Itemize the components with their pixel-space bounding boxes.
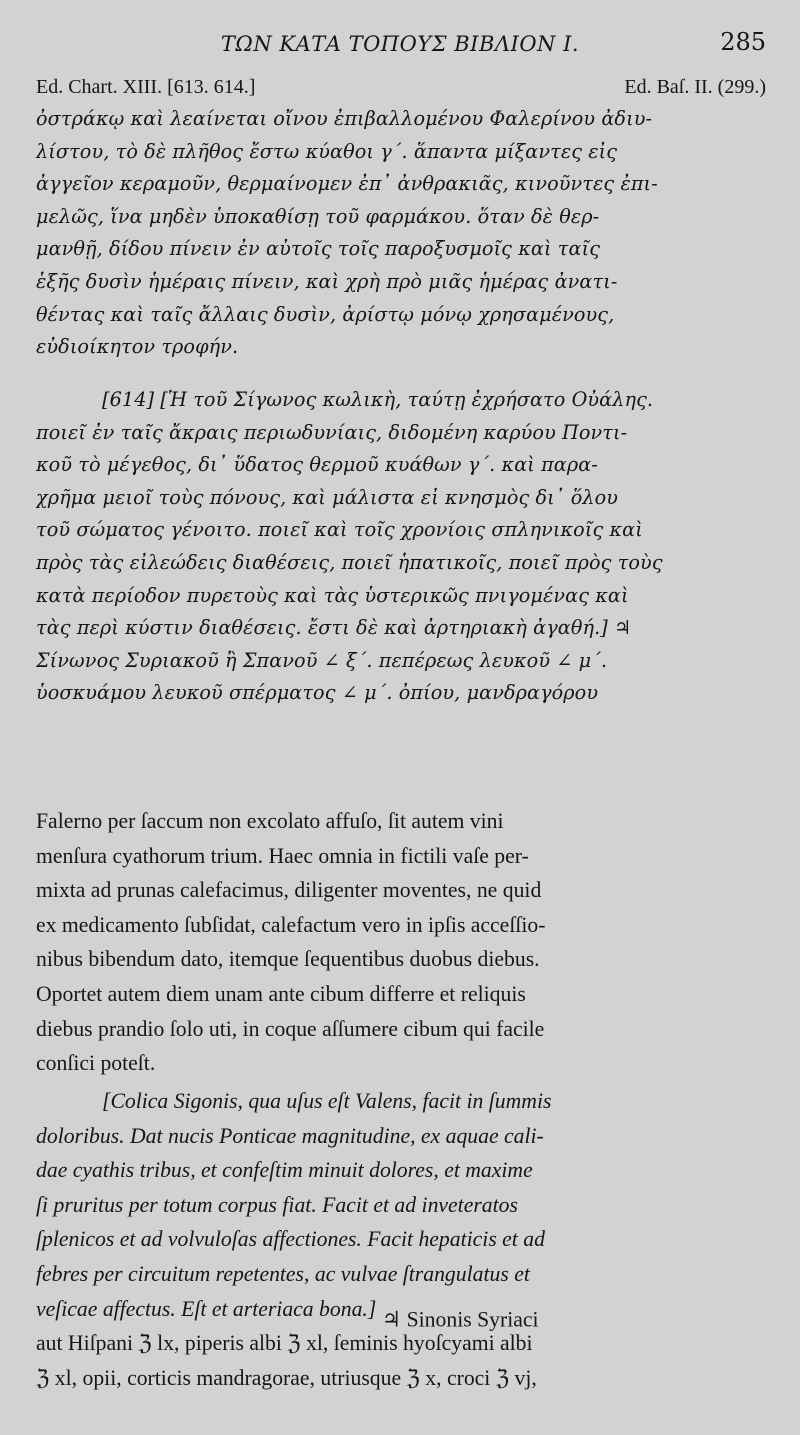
text-line: κατὰ περίοδον πυρετοὺς καὶ τὰς ὑστερικῶς πνιγομένας καὶ bbox=[36, 583, 629, 607]
text-line: conſici poteſt. bbox=[36, 1051, 156, 1076]
text-line: λίστου, τὸ δὲ πλῆθος ἔστω κύαθοι γ΄. ἅπαντα μίξαντες εἰς bbox=[36, 139, 618, 163]
running-header bbox=[0, 28, 800, 62]
text-line: κοῦ τὸ μέγεθος, δι᾽ ὕδατος θερμοῦ κυάθων γ΄. καὶ παρα- bbox=[36, 453, 598, 477]
text-line: χρῆμα μειοῖ τοὺς πόνους, καὶ μάλιστα εἰ κνησμὸς δι᾽ ὅλου bbox=[36, 485, 619, 509]
text-line: mixta ad prunas calefacimus, diligenter moventes, ne quid bbox=[36, 878, 542, 903]
text-line: ἑξῆς δυσὶν ἡμέραις πίνειν, καὶ χρὴ πρὸ μιᾶς ἡμέρας ἀνατι- bbox=[36, 269, 618, 293]
text-line: τὰς περὶ κύστιν διαθέσεις. ἔστι δὲ καὶ ἀρτηριακὴ ἀγαθή.] ♃ bbox=[36, 616, 632, 640]
latin-recipe-lines bbox=[36, 1326, 766, 1395]
edition-basel: Ed. Baſ. II. (299.) bbox=[624, 76, 766, 98]
text-line: μελῶς, ἵνα μηδὲν ὑποκαθίσῃ τοῦ φαρμάκου. ὅταν δὲ θερ- bbox=[36, 204, 600, 228]
text-line: ὀστράκῳ καὶ λεαίνεται οἴνου ἐπιβαλλομένου Φαλερίνου ἀδιυ- bbox=[36, 107, 653, 130]
text-line: ſi pruritus per totum corpus fiat. Facit et ad inveteratos bbox=[36, 1192, 518, 1217]
text-line: Σίνωνος Συριακοῦ ἢ Σπανοῦ ∠ ξ΄. πεπέρεως λευκοῦ ∠ μ΄. bbox=[36, 648, 608, 672]
latin-paragraph-1 bbox=[36, 804, 766, 1081]
text-line: ſplenicos et ad volvuloſas affectiones. Facit hepaticis et ad bbox=[36, 1227, 545, 1252]
text-line: veſicae affectus. Eſt et arteriaca bona.] bbox=[36, 1296, 377, 1321]
text-line: ex medicamento ſubſidat, calefactum vero in ipſis acceſſio- bbox=[36, 912, 546, 937]
greek-paragraph-1 bbox=[36, 103, 766, 364]
edition-chartier: Ed. Chart. XIII. [613. 614.] bbox=[36, 76, 256, 98]
text-line: febres per circuitum repetentes, ac vulvae ſtrangulatus et bbox=[36, 1261, 530, 1286]
text-line: diebus prandio ſolo uti, in coque aſſumere cibum qui facile bbox=[36, 1016, 545, 1041]
text-line: Oportet autem diem unam ante cibum differre et reliquis bbox=[36, 981, 526, 1006]
text-line: nibus bibendum dato, itemque ſequentibus duobus diebus. bbox=[36, 947, 540, 972]
text-line: ὑοσκυάμου λευκοῦ σπέρματος ∠ μ΄. ὀπίου, μανδραγόρου bbox=[36, 681, 599, 705]
edition-reference-line bbox=[36, 76, 766, 104]
page-number: 285 bbox=[720, 28, 766, 56]
text-line: πρὸς τὰς εἰλεώδεις διαθέσεις, ποιεῖ ἡπατικοῖς, ποιεῖ πρὸς τοὺς bbox=[36, 550, 663, 574]
text-line: [Colica Sigonis, qua uſus eſt Valens, facit in ſummis bbox=[102, 1089, 552, 1113]
text-line: dae cyathis tribus, et confeſtim minuit dolores, et maxime bbox=[36, 1158, 533, 1183]
latin-paragraph-2-italic bbox=[36, 1084, 766, 1337]
text-line: doloribus. Dat nucis Ponticae magnitudine, ex aquae cali- bbox=[36, 1123, 544, 1148]
text-line: ℨ xl, opii, corticis mandragorae, utriusque ℨ x, croci ℨ vj, bbox=[36, 1365, 537, 1390]
text-line: μανθῇ, δίδου πίνειν ἐν αὐτοῖς τοῖς παροξυσμοῖς καὶ ταῖς bbox=[36, 237, 601, 261]
text-line: [614] [Ἡ τοῦ Σίγωνος κωλικὴ, ταύτῃ ἐχρήσατο Οὐάλης. bbox=[102, 388, 654, 411]
text-line: menſura cyathorum trium. Haec omnia in fictili vaſe per- bbox=[36, 843, 529, 868]
greek-paragraph-2 bbox=[36, 384, 766, 710]
text-line: τοῦ σώματος γένοιτο. ποιεῖ καὶ τοῖς χρονίοις σπληνικοῖς καὶ bbox=[36, 518, 643, 542]
text-line: ἀγγεῖον κεραμοῦν, θερμαίνομεν ἐπ᾽ ἀνθρακιᾶς, κινοῦντες ἐπι- bbox=[36, 172, 658, 196]
text-line: aut Hiſpani ℨ lx, piperis albi ℨ xl, ſeminis hyoſcyami albi bbox=[36, 1331, 533, 1355]
text-line: Falerno per ſaccum non excolato affuſo, ſit autem vini bbox=[36, 809, 504, 833]
text-line: ποιεῖ ἐν ταῖς ἄκραις περιωδυνίαις, διδομένη καρύου Ποντι- bbox=[36, 420, 628, 444]
running-title: ΤΩΝ ΚΑΤΑ ΤΟΠΟΥΣ ΒΙΒΛΙΟΝ Ι. bbox=[220, 32, 580, 56]
text-line: θέντας καὶ ταῖς ἄλλαις δυσὶν, ἀρίστῳ μόνῳ χρησαμένους, bbox=[36, 302, 615, 326]
text-line: εὐδιοίκητον τροφήν. bbox=[36, 335, 239, 359]
recipe-start: ♃ Sinonis Syriaci bbox=[381, 1307, 539, 1332]
